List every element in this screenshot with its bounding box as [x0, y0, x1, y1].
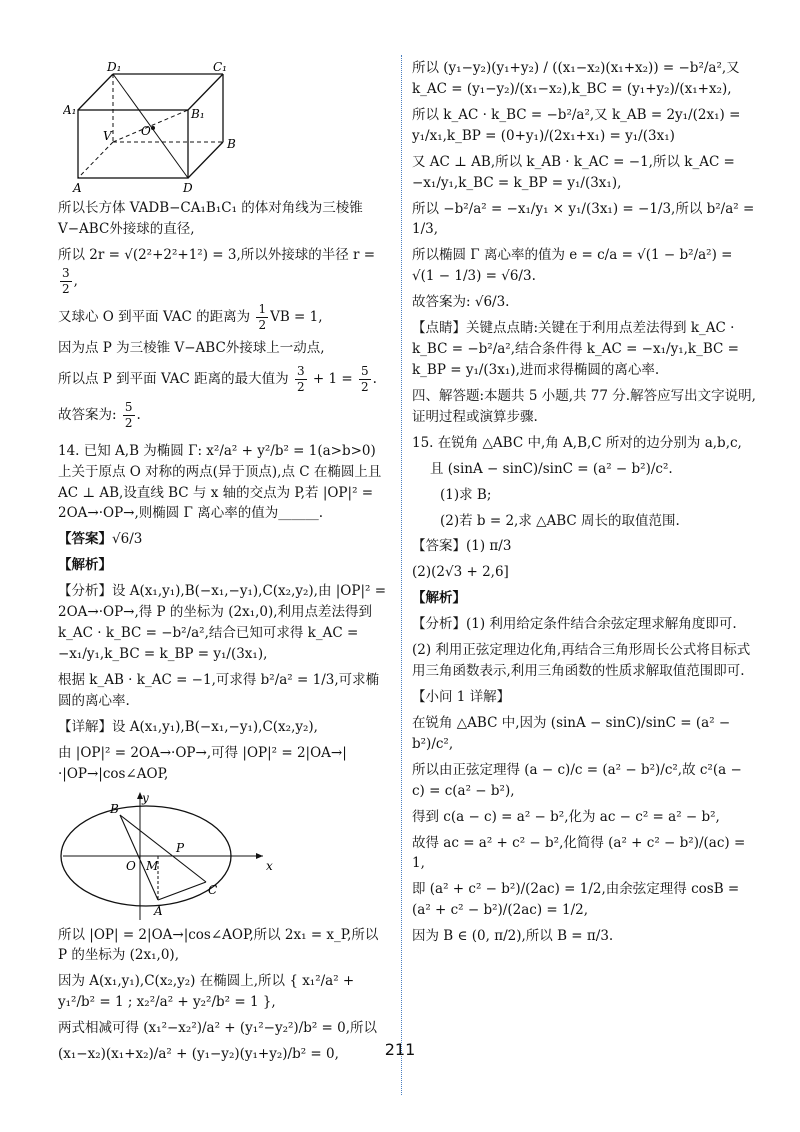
analysis-text: 根据 k_AB · k_AC = −1,可求得 b²/a² = 1/3,可求椭圆的离心率.: [58, 671, 380, 709]
label-m: M: [146, 858, 159, 873]
answer-15-part1: 【答案】(1) π/3: [412, 538, 512, 555]
label-o: O: [126, 858, 136, 873]
label-p: P: [176, 840, 185, 855]
question-15-part1: (1)求 B;: [440, 486, 492, 503]
answer-15-part2: (2)(2√3 + 2,6]: [412, 564, 509, 581]
label-b: B: [110, 801, 119, 816]
detail-text: 得到 c(a − c) = a² − b²,化为 ac − c² = a² − b²,: [412, 808, 720, 825]
question-15-condition: 且 (sinA − sinC)/sinC = (a² − b²)/c².: [430, 460, 673, 477]
label-y: y: [142, 790, 149, 805]
label-x: x: [266, 858, 273, 873]
left-column: [58, 58, 388, 1070]
label-d: D: [183, 181, 193, 195]
detail-text: 所以 |OP| = 2|OA→|cos∠AOP,所以 2x₁ = x_P,所以 P 的坐标为 (2x₁,0),: [58, 926, 379, 964]
question-15: 15. 在锐角 △ABC 中,角 A,B,C 所对的边分别为 a,b,c,: [412, 434, 742, 451]
label-c: C: [208, 882, 218, 897]
column-divider: [401, 55, 402, 1095]
ellipse-figure: [58, 790, 278, 925]
text-line: 故答案为: √6/3.: [412, 294, 510, 311]
analysis-label: 【解析】: [58, 557, 112, 574]
label-v: V: [103, 129, 112, 143]
detail-text: 因为 B ∈ (0, π/2),所以 B = π/3.: [412, 928, 614, 945]
label-b: B: [227, 137, 236, 151]
question-15-part2: (2)若 b = 2,求 △ABC 周长的取值范围.: [440, 512, 680, 529]
subquestion-heading: 【小问 1 详解】: [412, 688, 511, 705]
label-o: O: [141, 124, 151, 138]
question-14: 14. 已知 A,B 为椭圆 Γ: x²/a² + y²/b² = 1(a>b>0) 上关于原点 O 对称的两点(异于顶点),点 C 在椭圆上且 AC ⊥ AB,设直线 BC 与 x 轴的交点为 P,若 |OP|² = 2OA→·OP→,则椭圆 Γ 离心率的值为______.: [58, 442, 382, 522]
label-a: A: [154, 903, 163, 918]
text-line: 所以 2r = √(2²+2²+1²) = 3,所以外接球的半径 r = $\frac{3}{2}$ ,: [58, 246, 376, 296]
analysis-text: (2) 利用正弦定理边化角,再结合三角形周长公式将目标式用三角函数表示,利用三角函数的性质求解取值范围即可.: [412, 642, 751, 680]
text-line: 故答案为: $\frac{5}{2}$ .: [58, 399, 141, 430]
detail-text: 所以由正弦定理得 (a − c)/c = (a² − b²)/c²,故 c²(a − c) = c(a² − b²),: [412, 761, 742, 799]
text-line: 又 AC ⊥ AB,所以 k_AB · k_AC = −1,所以 k_AC = −x₁/y₁,k_BC = k_BP = y₁/(3x₁),: [412, 153, 735, 191]
text-line: 所以点 P 到平面 VAC 距离的最大值为 $\frac{3}{2}$ + 1 = $\frac{5}{2}$ .: [58, 363, 377, 394]
text-line: 因为点 P 为三棱锥 V−ABC外接球上一动点,: [58, 339, 325, 356]
detail-text: 故得 ac = a² + c² − b²,化简得 (a² + c² − b²)/(ac) = 1,: [412, 834, 746, 872]
label-d1: D₁: [107, 60, 122, 74]
detail-text: 因为 A(x₁,y₁),C(x₂,y₂) 在椭圆上,所以 { x₁²/a² + y₁²/b² = 1 ; x₂²/a² + y₂²/b² = 1 },: [58, 973, 355, 1011]
right-column: [412, 58, 757, 952]
analysis-text: 【分析】设 A(x₁,y₁),B(−x₁,−y₁),C(x₂,y₂),由 |OP|² = 2OA→·OP→,得 P 的坐标为 (2x₁,0),利用点差法得到 k_AC · k_BC = −b²/a²,结合已知可求得 k_AC = −x₁/y₁,k_BC = k_BP = y₁/(3x₁),: [58, 583, 387, 662]
detail-text: 两式相减可得 (x₁²−x₂²)/a² + (y₁²−y₂²)/b² = 0,所以: [58, 1020, 378, 1037]
label-a: A: [73, 181, 82, 195]
analysis-text: 【分析】(1) 利用给定条件结合余弦定理求解角度即可.: [412, 616, 737, 633]
label-b1: B₁: [191, 107, 205, 121]
text-line: 所以 (y₁−y₂)(y₁+y₂) / ((x₁−x₂)(x₁+x₂)) = −b²/a²,又 k_AC = (y₁−y₂)/(x₁−x₂),k_BC = (y₁+y₂)/(x₁+x₂),: [412, 60, 740, 97]
section-heading: 四、解答题:本题共 5 小题,共 77 分.解答应写出文字说明,证明过程或演算步骤.: [412, 387, 756, 425]
analysis-label: 【解析】: [412, 590, 466, 607]
detail-text: 即 (a² + c² − b²)/(2ac) = 1/2,由余弦定理得 cosB = (a² + c² − b²)/(2ac) = 1/2,: [412, 881, 740, 919]
page-number: 211: [384, 1040, 416, 1059]
label-c1: C₁: [213, 60, 227, 74]
detail-text: 由 |OP|² = 2OA→·OP→,可得 |OP|² = 2|OA→|·|OP→|cos∠AOP,: [58, 744, 347, 782]
detail-text: 在锐角 △ABC 中,因为 (sinA − sinC)/sinC = (a² − b²)/c²,: [412, 714, 731, 752]
cuboid-figure: [63, 58, 263, 198]
label-a1: A₁: [63, 103, 77, 117]
text-line: 所以 −b²/a² = −x₁/y₁ × y₁/(3x₁) = −1/3,所以 b²/a² = 1/3,: [412, 200, 755, 238]
detail-text: (x₁−x₂)(x₁+x₂)/a² + (y₁−y₂)(y₁+y₂)/b² = 0,: [58, 1046, 339, 1063]
text-line: 所以长方体 VADB−CA₁B₁C₁ 的体对角线为三棱锥 V−ABC外接球的直径,: [58, 200, 363, 237]
detail-text: 【详解】设 A(x₁,y₁),B(−x₁,−y₁),C(x₂,y₂),: [58, 718, 318, 735]
text-line: 所以 k_AC · k_BC = −b²/a²,又 k_AB = 2y₁/(2x₁) = y₁/x₁,k_BP = (0+y₁)/(2x₁+x₁) = y₁/(3x₁): [412, 106, 741, 144]
text-line: 又球心 O 到平面 VAC 的距离为 $\frac{1}{2}$ VB = 1,: [58, 301, 323, 332]
answer-14: 【答案】√6/3: [58, 531, 143, 548]
key-point: 【点睛】关键点点睛:关键在于利用点差法得到 k_AC · k_BC = −b²/a²,结合条件得 k_AC = −x₁/y₁,k_BC = k_BP = y₁/(3x₁),进而求得椭圆的离心率.: [412, 320, 739, 378]
text-line: 所以椭圆 Γ 离心率的值为 e = c/a = √(1 − b²/a²) = √(1 − 1/3) = √6/3.: [412, 247, 733, 285]
